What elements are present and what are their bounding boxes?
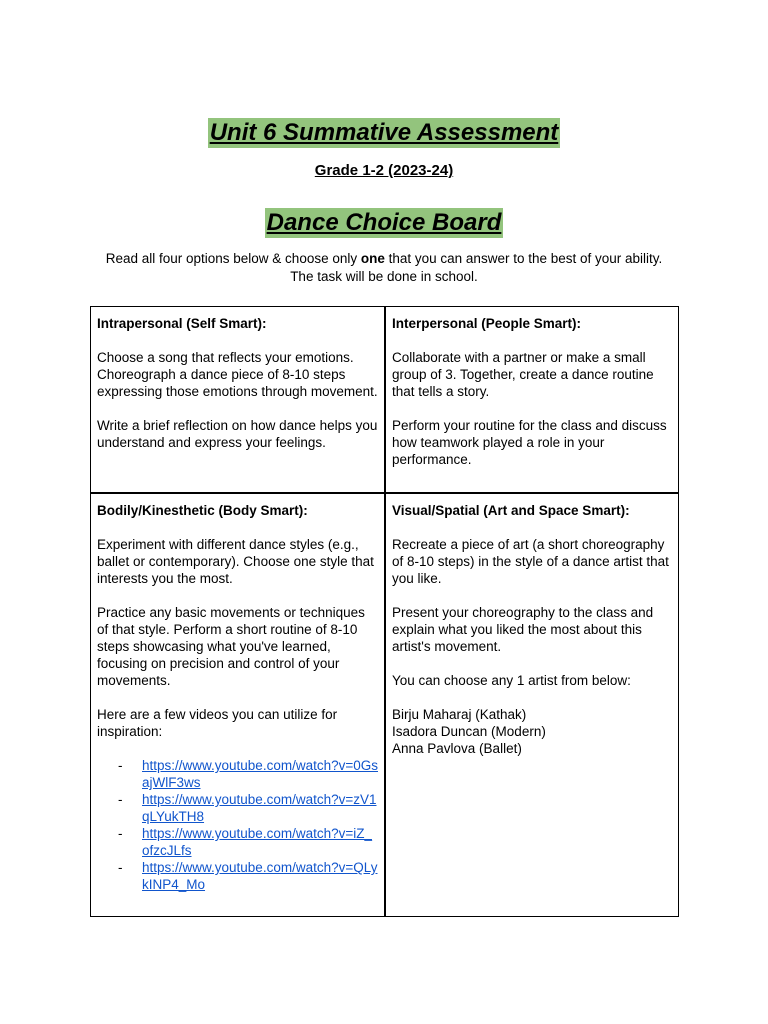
list-dash: - <box>118 860 123 875</box>
cell-heading: Visual/Spatial (Art and Space Smart): <box>392 503 630 518</box>
cell-interpersonal <box>386 307 678 492</box>
cell-paragraph: Write a brief reflection on how dance helps you understand and express your feelings. <box>97 418 378 450</box>
instructions-line-1 <box>0 250 768 268</box>
cell-paragraph: You can choose any 1 artist from below: <box>392 673 631 688</box>
cell-visual-spatial <box>386 494 678 916</box>
cell-paragraph: Choose a song that reflects your emotions. Choreograph a dance piece of 8-10 steps expressing those emotions through movement. <box>97 350 378 399</box>
page-title: Unit 6 Summative Assessment <box>209 119 559 146</box>
artist-item: Birju Maharaj (Kathak) <box>392 707 527 722</box>
cell-paragraph: Present your choreography to the class and explain what you liked the most about this artist's movement. <box>392 605 654 654</box>
artist-list <box>392 706 672 757</box>
grade-wrap <box>0 161 768 180</box>
instructions-emphasis: one <box>360 251 385 266</box>
cell-paragraph: Experiment with different dance styles (e.g., ballet or contemporary). Choose one style that interests you the most. <box>97 537 374 586</box>
list-item <box>97 859 378 893</box>
cell-heading: Interpersonal (People Smart): <box>392 316 582 331</box>
video-link-1[interactable]: https://www.youtube.com/watch?v=0GsajWlF3ws <box>142 758 378 790</box>
cell-paragraph: Recreate a piece of art (a short choreography of 8-10 steps) in the style of a dance artist that you like. <box>392 537 669 586</box>
cell-heading: Bodily/Kinesthetic (Body Smart): <box>97 503 308 518</box>
grade-subtitle: Grade 1-2 (2023-24) <box>314 162 454 179</box>
cell-heading: Intrapersonal (Self Smart): <box>97 316 267 331</box>
instructions-post: that you can answer to the best of your ability. <box>384 251 663 266</box>
cell-paragraph: Perform your routine for the class and discuss how teamwork played a role in your performance. <box>392 418 667 467</box>
list-item <box>97 757 378 791</box>
list-dash: - <box>118 792 123 807</box>
title-wrap <box>0 118 768 148</box>
cell-paragraph: Practice any basic movements or techniques of that style. Perform a short routine of 8-10 steps showcasing what you've learned, focusing on precision and control of your movements. <box>97 605 365 688</box>
cell-intrapersonal <box>91 307 384 492</box>
list-item <box>97 825 378 859</box>
cell-paragraph: Here are a few videos you can utilize for inspiration: <box>97 707 338 739</box>
list-dash: - <box>118 758 123 773</box>
instructions-pre: Read all four options below & choose only <box>105 251 361 266</box>
cell-paragraph: Collaborate with a partner or make a small group of 3. Together, create a dance routine that tells a story. <box>392 350 654 399</box>
board-title-wrap <box>0 208 768 238</box>
video-link-2[interactable]: https://www.youtube.com/watch?v=zV1qLYukTH8 <box>142 792 377 824</box>
instructions <box>0 250 768 286</box>
board-title: Dance Choice Board <box>266 209 502 236</box>
list-item <box>97 791 378 825</box>
video-link-3[interactable]: https://www.youtube.com/watch?v=iZ_ofzcJLfs <box>142 826 372 858</box>
list-dash: - <box>118 826 123 841</box>
choice-board-table <box>90 306 679 917</box>
video-link-4[interactable]: https://www.youtube.com/watch?v=QLykINP4_Mo <box>142 860 378 892</box>
cell-bodily-kinesthetic <box>91 494 384 916</box>
instructions-line-2: The task will be done in school. <box>290 269 478 284</box>
artist-item: Isadora Duncan (Modern) <box>392 724 546 739</box>
video-link-list <box>97 757 378 893</box>
artist-item: Anna Pavlova (Ballet) <box>392 741 522 756</box>
